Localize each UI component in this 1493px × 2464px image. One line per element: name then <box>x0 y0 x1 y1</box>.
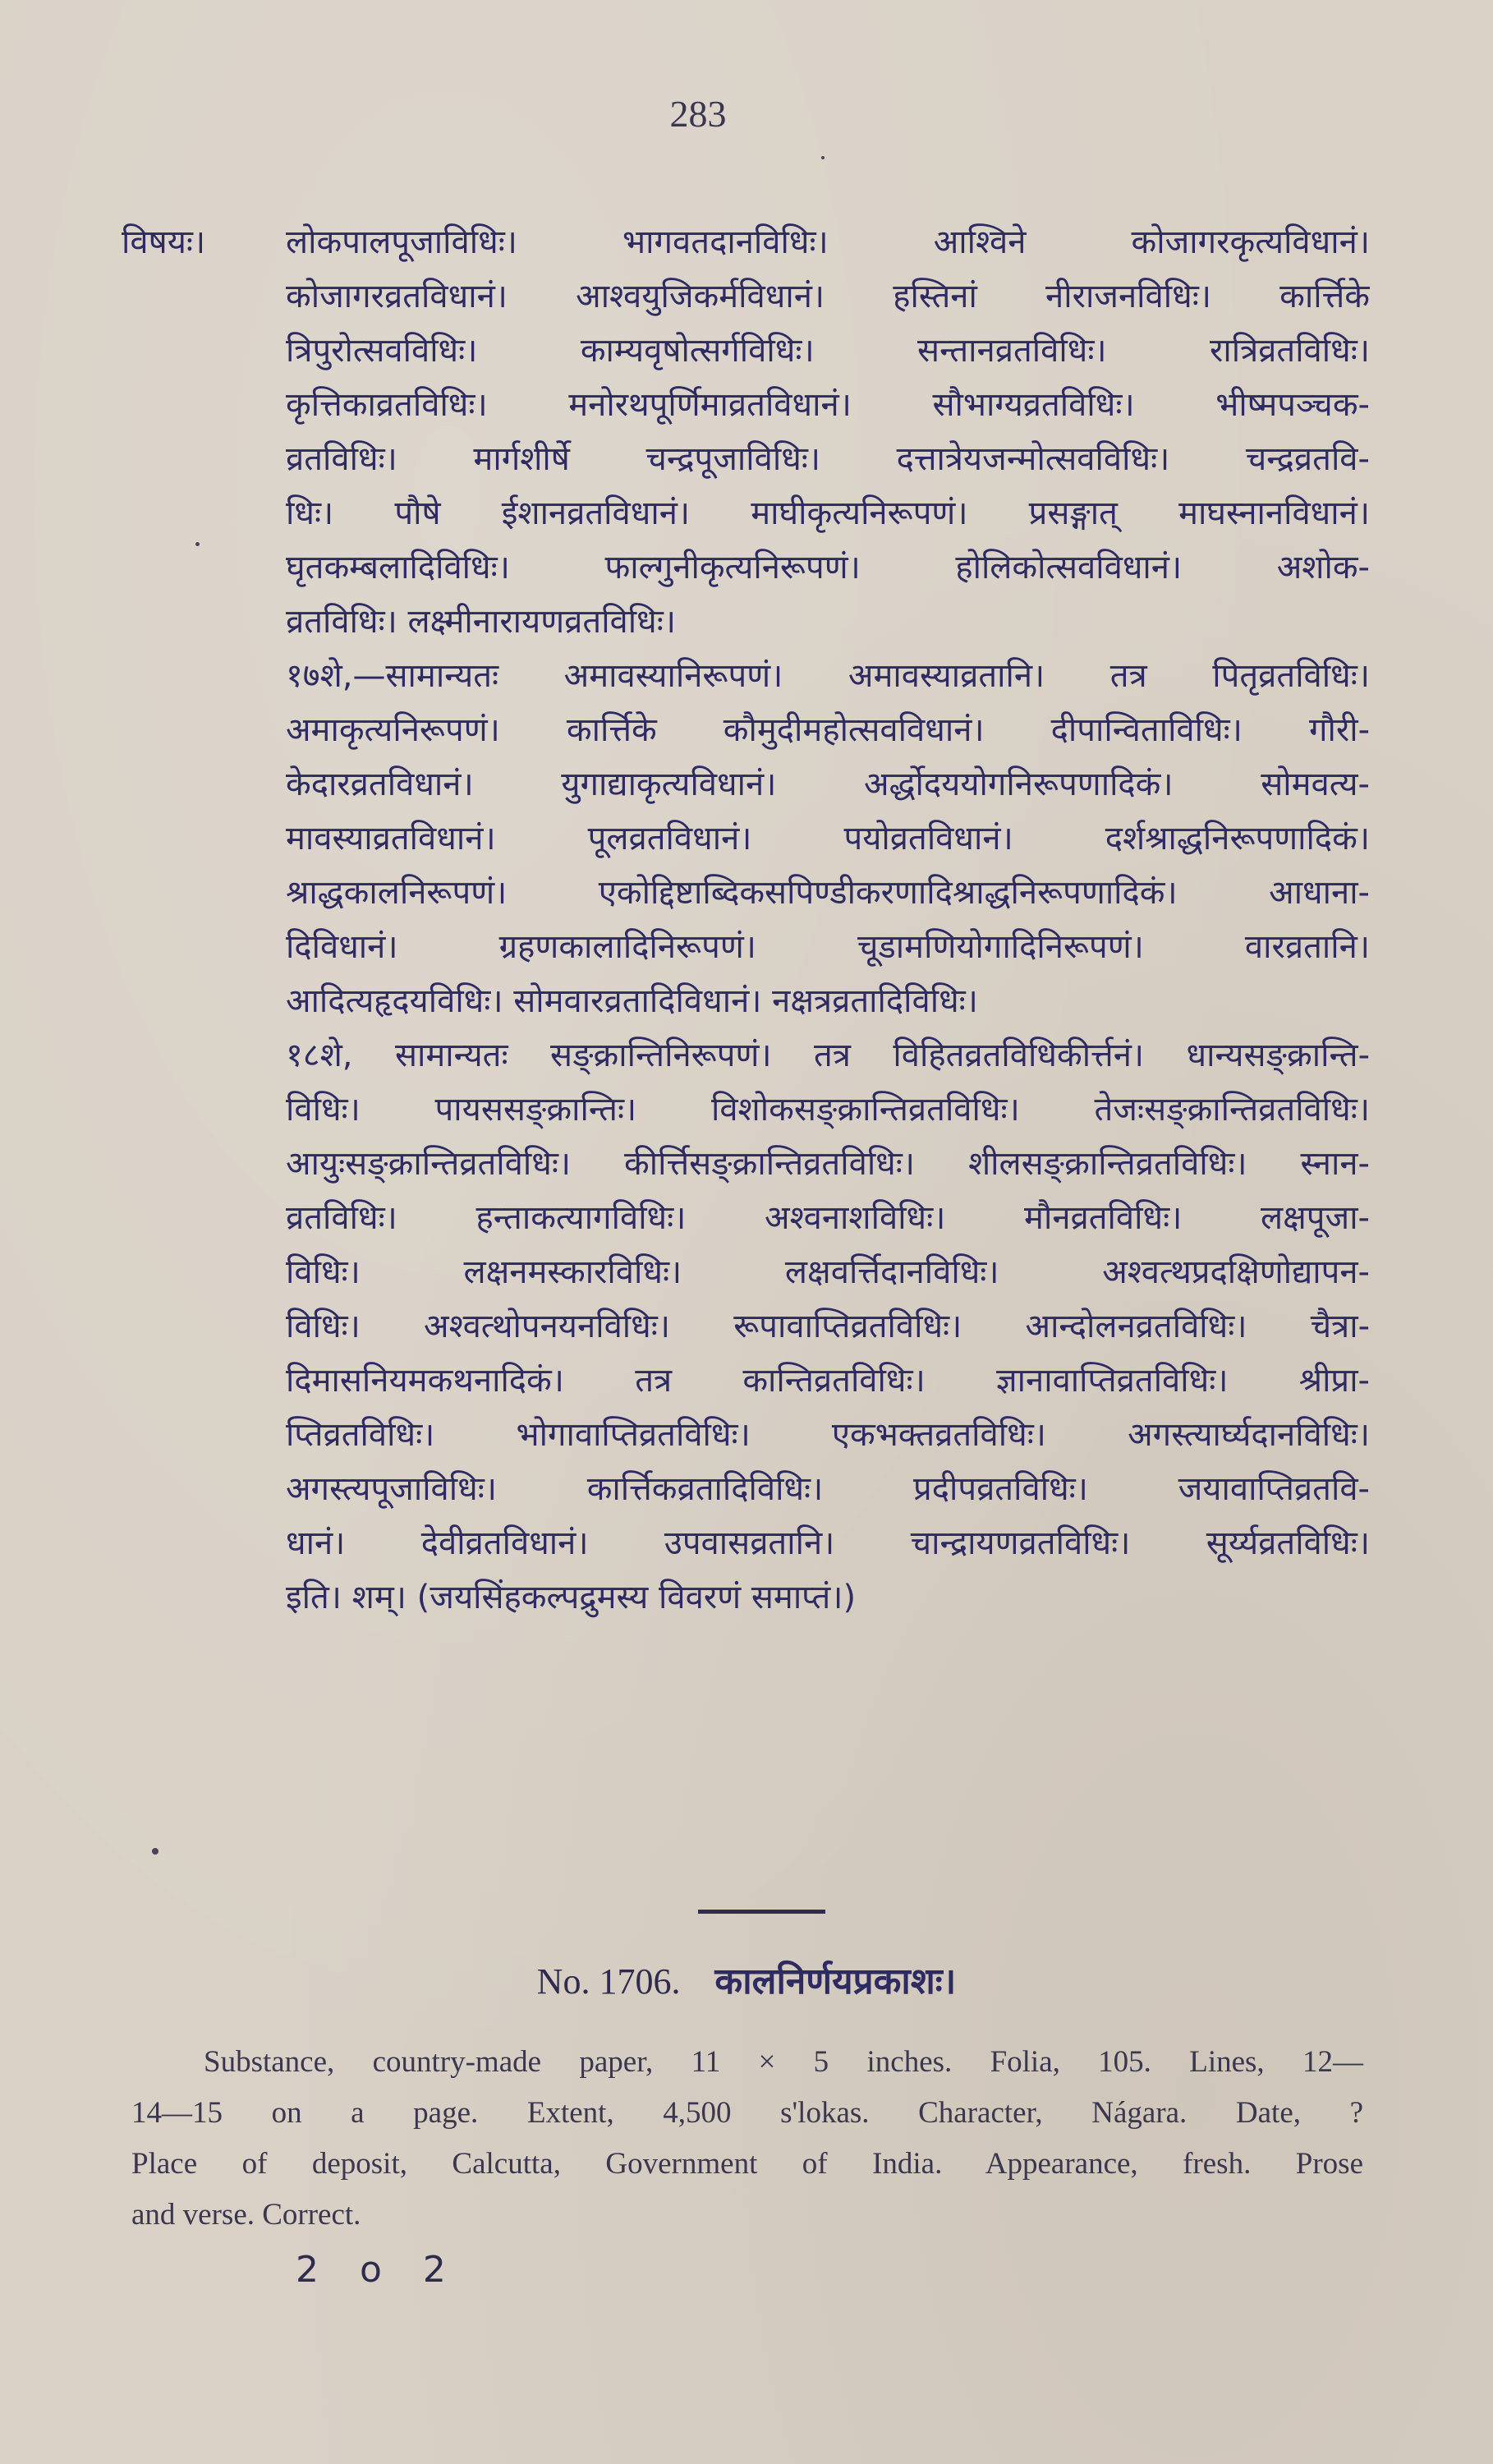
subject-line-14: दिविधानं। ग्रहणकालादिनिरूपणं। चूडामणियोगादिनिरूपणं। वारव्रतानि। <box>286 928 1370 966</box>
subject-line-16: १८शे, सामान्यतः सङ्क्रान्तिनिरूपणं। तत्र विहितव्रतविधिकीर्त्तनं। धान्यसङ्क्रान्ति- <box>286 1037 1370 1074</box>
subject-line-4: कृत्तिकाव्रतविधिः। मनोरथपूर्णिमाव्रतविधानं। सौभाग्यव्रतविधिः। भीष्मपञ्चक- <box>286 386 1370 424</box>
subject-line-17: विधिः। पायससङ्क्रान्तिः। विशोकसङ्क्रान्तिव्रतविधिः। तेजःसङ्क्रान्तिव्रतविधिः। <box>286 1091 1370 1129</box>
subject-line-23: प्तिव्रतविधिः। भोगावाप्तिव्रतविधिः। एकभक्तव्रतविधिः। अगस्त्यार्घ्यदानविधिः। <box>286 1416 1370 1454</box>
description-line-3: Place of deposit, Calcutta, Government of India. Appearance, fresh. Prose <box>131 2147 1363 2181</box>
subject-line-2: कोजागरव्रतविधानं। आश्वयुजिकर्मविधानं। हस्तिनां नीराजनविधिः। कार्त्तिके <box>286 278 1370 315</box>
subject-line-1 <box>122 215 1370 269</box>
subject-line-9: १७शे,—सामान्यतः अमावस्यानिरूपणं। अमावस्याव्रतानि। तत्र पितृव्रतविधिः। <box>286 657 1370 695</box>
subject-line-19: व्रतविधिः। हन्ताकत्यागविधिः। अश्वनाशविधिः। मौनव्रतविधिः। लक्षपूजा- <box>286 1199 1370 1237</box>
paper-speck <box>821 156 825 159</box>
paper-speck <box>195 542 200 546</box>
signature-mark: 2 o 2 <box>296 2249 461 2291</box>
entry-description <box>131 2037 1363 2241</box>
paper-speck <box>152 1848 158 1855</box>
entry-title: कालनिर्णयप्रकाशः। <box>714 1961 957 2002</box>
description-line-1: Substance, country-made paper, 11 × 5 inches. Folia, 105. Lines, 12— <box>204 2045 1363 2079</box>
subject-line-1-text: लोकपालपूजाविधिः। भागवतदानविधिः। आश्विने कोजागरकृत्यविधानं। <box>286 223 1370 261</box>
subject-list <box>122 215 1370 1625</box>
subject-line-3: त्रिपुरोत्सवविधिः। काम्यवृषोत्सर्गविधिः। सन्तानव्रतविधिः। रात्रिव्रतविधिः। <box>286 332 1370 370</box>
subject-line-7: घृतकम्बलादिविधिः। फाल्गुनीकृत्यनिरूपणं। होलिकोत्सवविधानं। अशोक- <box>286 549 1370 586</box>
subject-line-10: अमाकृत्यनिरूपणं। कार्त्तिके कौमुदीमहोत्सवविधानं। दीपान्विताविधिः। गौरी- <box>286 711 1370 749</box>
subject-line-6: धिः। पौषे ईशानव्रतविधानं। माघीकृत्यनिरूपणं। प्रसङ्गात् माघस्नानविधानं। <box>286 494 1370 532</box>
page-number: 283 <box>669 93 727 135</box>
subject-line-18: आयुःसङ्क्रान्तिव्रतविधिः। कीर्त्तिसङ्क्रान्तिव्रतविधिः। शीलसङ्क्रान्तिव्रतविधिः। स्नान- <box>286 1145 1370 1183</box>
subject-line-5: व्रतविधिः। मार्गशीर्षे चन्द्रपूजाविधिः। दत्तात्रेयजन्मोत्सवविधिः। चन्द्रव्रतवि- <box>286 440 1370 478</box>
subject-line-13: श्राद्धकालनिरूपणं। एकोद्दिष्टाब्दिकसपिण्डीकरणादिश्राद्धनिरूपणादिकं। आधाना- <box>286 874 1370 912</box>
subject-line-25: धानं। देवीव्रतविधानं। उपवासव्रतानि। चान्द्रायणव्रतविधिः। सूर्य्यव्रतविधिः। <box>286 1524 1370 1562</box>
subject-line-22: दिमासनियमकथनादिकं। तत्र कान्तिव्रतविधिः। ज्ञानावाप्तिव्रतविधिः। श्रीप्रा- <box>286 1362 1370 1400</box>
subject-line-26: इति। शम्। (जयसिंहकल्पद्रुमस्य विवरणं समाप्तं।) <box>286 1579 857 1616</box>
subject-line-21: विधिः। अश्वत्थोपनयनविधिः। रूपावाप्तिव्रतविधिः। आन्दोलनव्रतविधिः। चैत्रा- <box>286 1308 1370 1345</box>
subject-line-15: आदित्यहृदयविधिः। सोमवारव्रतादिविधानं। नक्षत्रव्रतादिविधिः। <box>286 982 978 1020</box>
description-line-2: 14—15 on a page. Extent, 4,500 s'lokas. Character, Nágara. Date, ? <box>131 2096 1363 2130</box>
subject-line-8: व्रतविधिः। लक्ष्मीनारायणव्रतविधिः। <box>286 603 676 641</box>
subject-line-12: मावस्याव्रतविधानं। पूलव्रतविधानं। पयोव्रतविधानं। दर्शश्राद्धनिरूपणादिकं। <box>286 820 1370 857</box>
entry-heading <box>0 1955 1493 2004</box>
description-line-4: and verse. Correct. <box>131 2198 361 2232</box>
subject-line-24: अगस्त्यपूजाविधिः। कार्त्तिकव्रतादिविधिः। प्रदीपव्रतविधिः। जयावाप्तिव्रतवि- <box>286 1470 1370 1508</box>
section-separator <box>698 1910 825 1914</box>
vishaya-label: विषयः। <box>122 223 206 261</box>
subject-line-20: विधिः। लक्षनमस्कारविधिः। लक्षवर्त्तिदानविधिः। अश्वत्थप्रदक्षिणोद्यापन- <box>286 1253 1370 1291</box>
entry-number: No. 1706. <box>536 1961 681 2002</box>
subject-line-11: केदारव्रतविधानं। युगाद्याकृत्यविधानं। अर्द्धोदययोगनिरूपणादिकं। सोमवत्य- <box>286 765 1370 803</box>
